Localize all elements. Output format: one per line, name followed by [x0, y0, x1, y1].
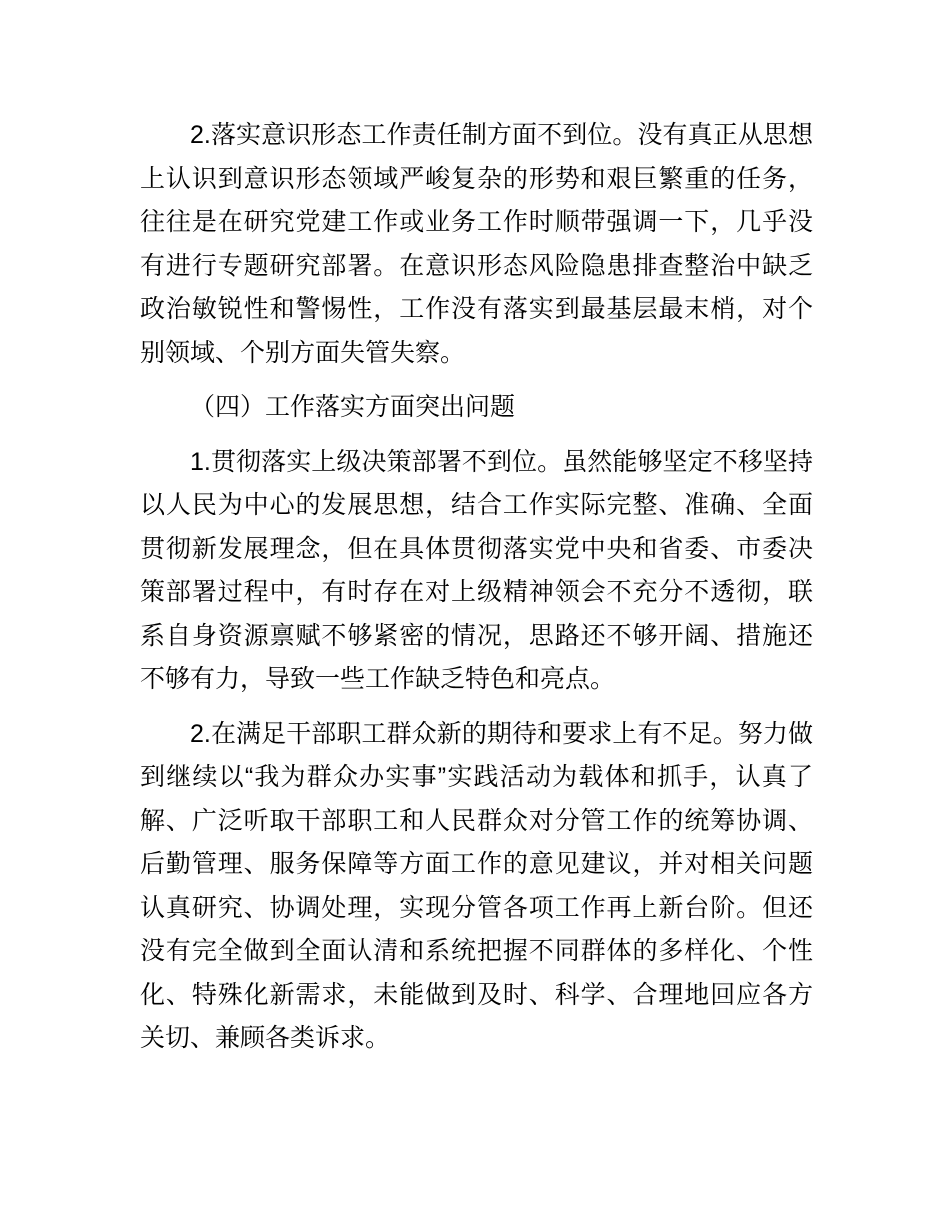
- section-heading-work-implementation: （四）工作落实方面突出问题: [190, 393, 516, 421]
- paragraph-implement-decisions: 1.贯彻落实上级决策部署不到位。虽然能够坚定不移坚持以人民为中心的发展思想，结合工作实际完整、准确、全面贯彻新发展理念，但在具体贯彻落实党中央和省委、市委决策部署过程中，有时存在对上级精神领会不充分不透彻，联系自身资源禀赋不够紧密的情况，思路还不够开阔、措施还不够有力，导致一些工作缺乏特色和亮点。: [140, 447, 813, 693]
- paragraph-meet-expectations: 2.在满足干部职工群众新的期待和要求上有不足。努力做到继续以“我为群众办实事”实践活动为载体和抓手，认真了解、广泛听取干部职工和人民群众对分管工作的统筹协调、后勤管理、服务保障等方面工作的意见建议，并对相关问题认真研究、协调处理，实现分管各项工作再上新台阶。但还没有完全做到全面认清和系统把握不同群体的多样化、个性化、特殊化新需求，未能做到及时、科学、合理地回应各方关切、兼顾各类诉求。: [140, 719, 813, 1052]
- paragraph-ideology-responsibility: 2.落实意识形态工作责任制方面不到位。没有真正从思想上认识到意识形态领域严峻复杂的形势和艰巨繁重的任务，往往是在研究党建工作或业务工作时顺带强调一下，几乎没有进行专题研究部署。在意识形态风险隐患排查整治中缺乏政治敏锐性和警惕性，工作没有落实到最基层最末梢，对个别领域、个别方面失管失察。: [140, 121, 813, 367]
